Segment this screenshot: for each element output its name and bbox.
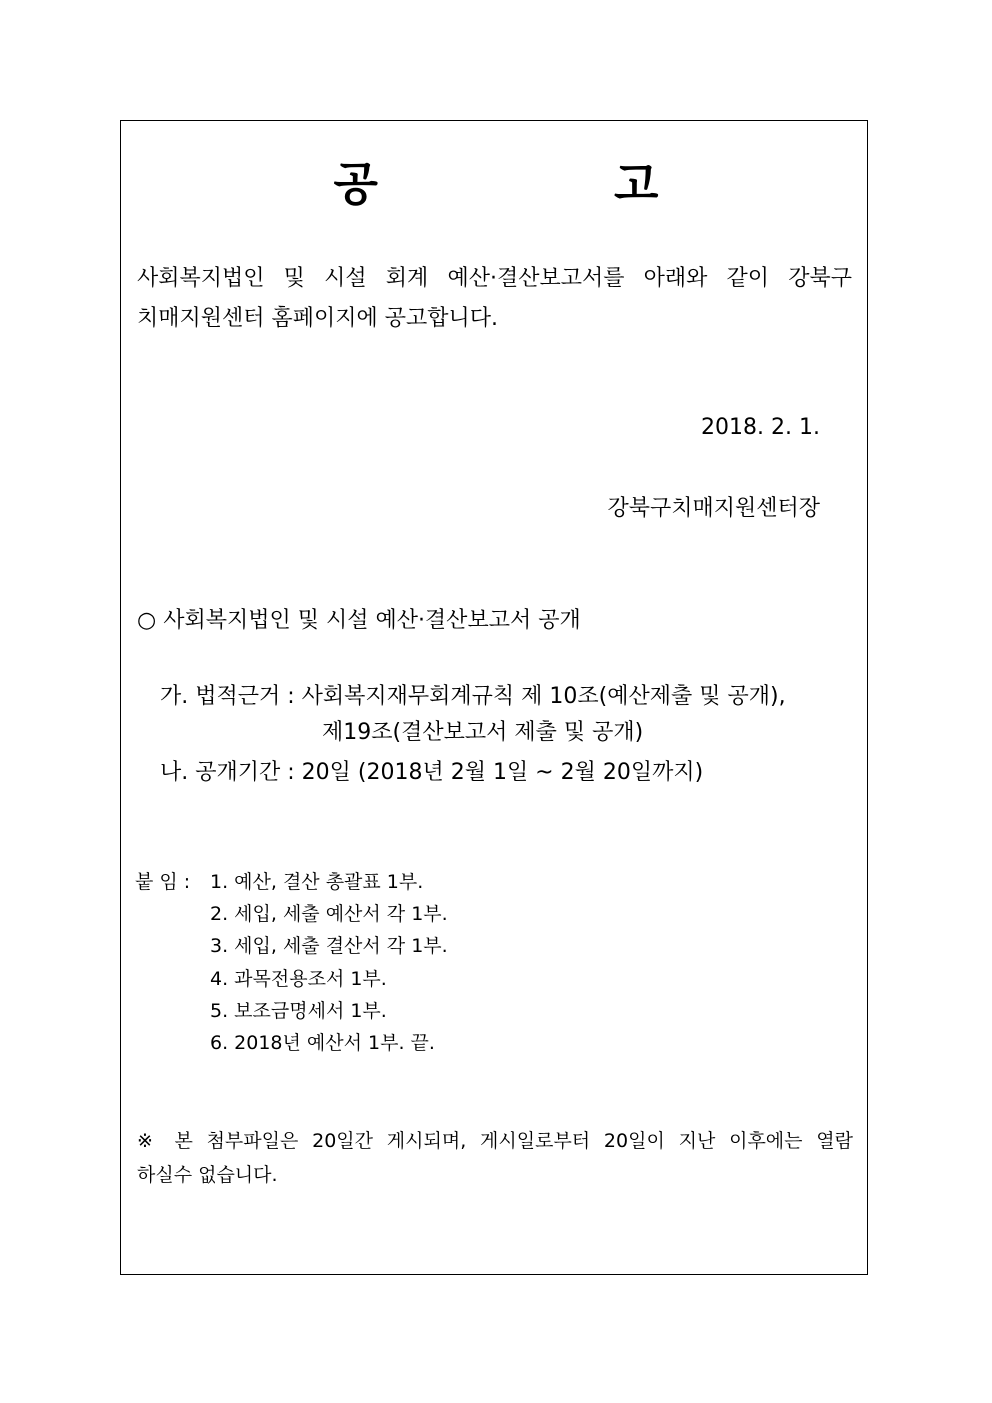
legal-basis-continuation: 제19조(결산보고서 제출 및 공개): [322, 720, 644, 745]
attachment-item: 3. 세입, 세출 결산서 각 1부.: [210, 935, 448, 957]
notice-date: 2018. 2. 1.: [701, 415, 820, 440]
notice-title: 공 고: [333, 157, 769, 211]
notice-issuer: 강북구치매지원센터장: [607, 496, 820, 521]
intro-line-2: 치매지원센터 홈페이지에 공고합니다.: [137, 306, 499, 331]
footnote-line-1: ※ 본 첨부파일은 20일간 게시되며, 게시일로부터 20일이 지난 이후에는 열람: [137, 1130, 853, 1152]
attachment-item: 6. 2018년 예산서 1부. 끝.: [210, 1032, 435, 1054]
section-heading: ○ 사회복지법인 및 시설 예산·결산보고서 공개: [137, 608, 581, 633]
intro-line-1: 사회복지법인 및 시설 회계 예산·결산보고서를 아래와 같이 강북구: [137, 266, 852, 291]
attachment-item: 1. 예산, 결산 총괄표 1부.: [210, 871, 424, 893]
attachments-label: 붙 임 :: [135, 871, 191, 893]
attachment-item: 2. 세입, 세출 예산서 각 1부.: [210, 903, 448, 925]
attachment-item: 5. 보조금명세서 1부.: [210, 1000, 387, 1022]
footnote-line-2: 하실수 없습니다.: [137, 1164, 278, 1186]
legal-basis-item: 가. 법적근거 : 사회복지재무회계규칙 제 10조(예산제출 및 공개),: [160, 684, 786, 709]
disclosure-period-item: 나. 공개기간 : 20일 (2018년 2월 1일 ~ 2월 20일까지): [160, 760, 704, 785]
attachment-item: 4. 과목전용조서 1부.: [210, 968, 387, 990]
